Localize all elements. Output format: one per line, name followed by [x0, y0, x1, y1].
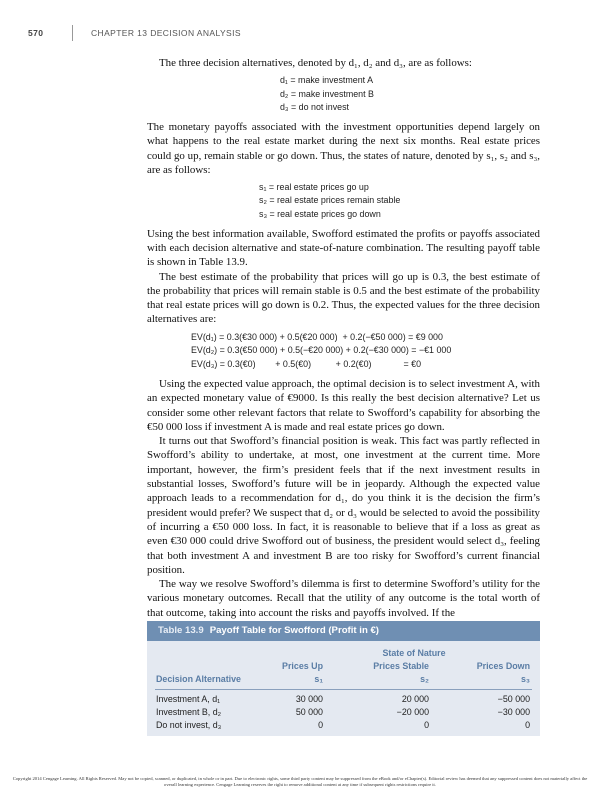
decision-alternative-header: Decision Alternative	[156, 674, 241, 684]
state-list	[147, 181, 540, 221]
table-cell: −30 000	[497, 707, 530, 717]
state-of-nature-header: State of Nature	[382, 648, 446, 658]
table-title-bar	[147, 621, 540, 641]
payoff-paragraph: The monetary payoffs associated with the investment opportunities depend largely on what happens to the real estate market during the next six months. Real estate prices could go up, remain stable or go down. Thus, the states of nature, denoted by s₁, s₂ and s₃, are as follows:	[147, 120, 540, 176]
table-cell: 30 000	[295, 694, 323, 704]
column-symbol: s₁	[314, 674, 323, 684]
table-header-row	[147, 660, 540, 673]
table-cell: 20 000	[401, 694, 429, 704]
intro-paragraph: The three decision alternatives, denoted by d₁, d₂ and d₃, are as follows:	[159, 57, 472, 69]
table-row	[147, 719, 540, 732]
ev-equation: EV(d₁) = 0.3(€30 000) + 0.5(€20 000) + 0.2(−€50 000) = €9 000	[191, 331, 443, 342]
state-item: s₂ = real estate prices remain stable	[259, 195, 401, 206]
financial-position-paragraph: It turns out that Swofford’s financial position is weak. This fact was partly reflected in Swofford’s ability to undertake, at most, one investment at the current time. More important, however, the firm’s president feels that if the next investment results in substantial losses, Swofford’s future will be in jeopardy. Although the expected value approach leads to a recommendation for d₁, do you think it is the decision the firm’s president would prefer? We suspect that d₂ or d₃ would be selected to avoid the possibility of incurring a €50 000 loss. In fact, it is reasonable to believe that if a loss as great as even €30 000 could drive Swofford out of business, the president would select d₃, feeling that both investment A and investment B are too risky for Swofford’s current financial position.	[147, 435, 540, 576]
header-divider	[72, 25, 73, 41]
body-text-column	[147, 56, 540, 620]
utility-paragraph: The way we resolve Swofford’s dilemma is first to determine Swofford’s utility for the various monetary outcomes. Recall that the utility of any outcome is the total worth of that outcome, taking into account the risks and payoffs involved. If the	[147, 578, 540, 619]
table-cell: −50 000	[497, 694, 530, 704]
decision-item: d₂ = make investment B	[280, 88, 374, 99]
ev-equation: EV(d₂) = 0.3(€50 000) + 0.5(−€20 000) + 0.2(−€30 000) = −€1 000	[191, 345, 452, 356]
page-number: 570	[28, 28, 44, 38]
row-label: Investment A, d₁	[156, 694, 221, 704]
table-header-row	[147, 647, 540, 660]
column-symbol: s₂	[420, 674, 429, 684]
row-label: Investment B, d₂	[156, 707, 222, 717]
row-label: Do not invest, d₃	[156, 720, 222, 730]
table-cell: 50 000	[295, 707, 323, 717]
table-cell: 0	[525, 720, 530, 730]
table-cell: 0	[318, 720, 323, 730]
running-head	[28, 28, 572, 44]
table-body	[147, 641, 540, 736]
expected-value-equations	[147, 331, 540, 371]
ev-equation: EV(d₃) = 0.3(€0) + 0.5(€0) + 0.2(€0) = €0	[191, 358, 422, 369]
probability-paragraph: The best estimate of the probability that prices will go up is 0.3, the best estimate of the probability that prices will remain stable is 0.5 and the best estimate of the probability that real estate prices will go down is 0.2. Thus, the expected values for the three decision alternatives are:	[147, 270, 540, 326]
state-item: s₃ = real estate prices go down	[259, 208, 381, 219]
column-header: Prices Stable	[373, 661, 429, 671]
column-header: Prices Up	[282, 661, 323, 671]
decision-item: d₃ = do not invest	[280, 101, 349, 112]
chapter-title: CHAPTER 13 DECISION ANALYSIS	[91, 28, 241, 38]
state-item: s₁ = real estate prices go up	[259, 182, 369, 193]
copyright-footer: Copyright 2014 Cengage Learning. All Rights Reserved. May not be copied, scanned, or duplicated, in whole or in part. Due to electronic rights, some third party content may be suppressed from the eBook and/or eChapter(s). Editorial review has deemed that any suppressed content does not materially affect the overall learning experience. Cengage Learning reserves the right to remove additional content at any time if subsequent rights restrictions require it.	[12, 776, 588, 787]
table-label: Table 13.9	[158, 625, 204, 636]
table-cell: 0	[424, 720, 429, 730]
table-rule	[155, 689, 532, 690]
decision-list	[147, 74, 540, 114]
optimal-decision-paragraph: Using the expected value approach, the optimal decision is to select investment A, with an expected monetary value of €9000. Is this really the best decision alternative? Let us consider some other relevant factors that relate to Swofford’s capability for absorbing the €50 000 loss if investment A is made and real estate prices go down.	[147, 378, 540, 433]
table-header-row	[147, 673, 540, 686]
table-cell: −20 000	[396, 707, 429, 717]
table-row	[147, 693, 540, 706]
payoff-table	[147, 621, 540, 736]
column-header: Prices Down	[476, 661, 530, 671]
table-title: Payoff Table for Swofford (Profit in €)	[209, 625, 379, 636]
estimate-paragraph: Using the best information available, Swofford estimated the profits or payoffs associated with each decision alternative and state-of-nature combination. The resulting payoff table is shown in Table 13.9.	[147, 227, 540, 269]
column-symbol: s₃	[520, 674, 530, 684]
decision-item: d₁ = make investment A	[280, 75, 374, 86]
table-row	[147, 706, 540, 719]
